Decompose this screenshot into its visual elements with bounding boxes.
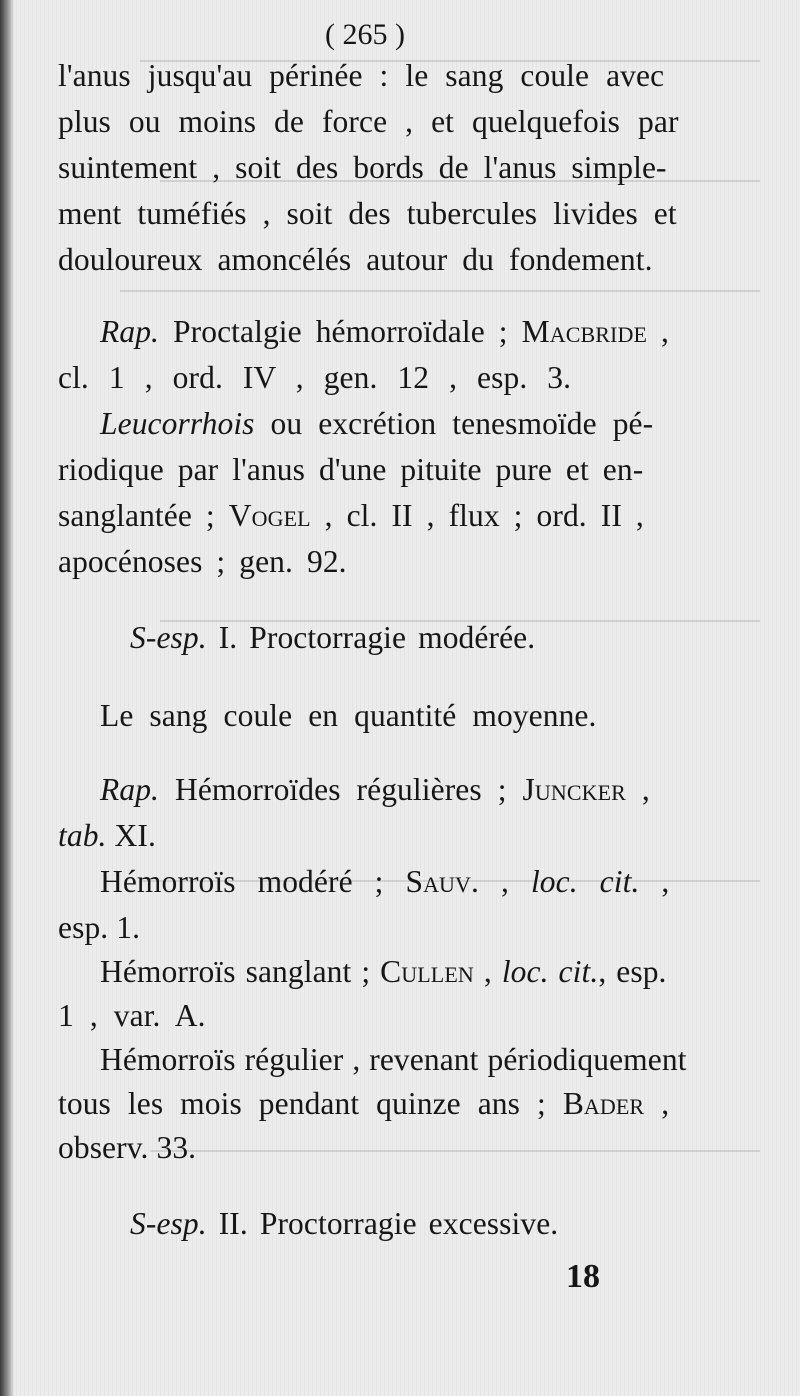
punctuation: , [473,954,502,989]
sesp-label: S-esp. [130,620,207,655]
page-edge-shadow [0,0,14,1396]
rap-hemorroides [100,772,650,808]
text-line-1 [58,58,718,94]
rap-proctalgie-ref: cl. 1 , ord. IV , gen. 12 , esp. 3. [58,360,572,395]
punctuation: , [647,314,669,349]
author-sauv: Sauv. [405,864,480,899]
author-macbride: Macbride [521,314,648,349]
line-text: , esp. [598,954,667,989]
rap-hemorroides-ref [58,818,156,854]
hemorrois-modere-ref: esp. 1. [58,910,141,945]
tab-number: XI. [106,818,156,853]
tab-label: tab. [58,818,107,853]
text-line-2: plus ou moins de force , et quelquefois par [58,104,679,139]
line-text: Hémorroïs sanglant ; [100,954,381,989]
hemorrois-regulier-line-2 [58,1086,669,1122]
hemorrois-sanglant [100,954,667,990]
subspecies-1-heading [130,620,535,656]
sesp-title: I. Proctorragie modérée. [206,620,536,655]
author-vogel: Vogel [228,498,311,533]
punctuation: , [644,1086,670,1121]
leucorrhois-line-2: riodique par l'anus d'une pituite pure et en- [58,452,644,487]
loc-cit: loc. cit. [501,954,599,989]
term-leucorrhois: Leucorrhois [100,406,255,441]
rap-label: Rap. [100,314,160,349]
punctuation: , [625,772,650,807]
text-line-5: douloureux amoncélés autour du fondement. [58,242,653,277]
sesp-label: S-esp. [130,1206,207,1241]
hemorrois-regulier-line-3: observ. 33. [58,1130,197,1165]
line-text: ou excrétion tenesmoïde pé- [254,406,654,441]
line-text: Hémorroïs modéré ; [100,864,406,899]
line-text: , cl. II , flux ; ord. II , [310,498,644,533]
subspecies-2-heading [130,1206,558,1242]
signature-mark: 18 [566,1258,600,1295]
author-cullen: Cullen [380,954,474,989]
leucorrhois-line-1 [100,406,653,442]
author-bader: Bader [562,1086,645,1121]
page-number: ( 265 ) [325,18,405,51]
line-text: l'anus jusqu'au périnée : le sang coule avec [58,58,665,93]
text-line-4: ment tuméfiés , soit des tubercules livides et [58,196,677,231]
author-juncker: Juncker [522,772,626,807]
text-line-3: suintement , soit des bords de l'anus simple- [58,150,667,185]
line-text: sanglantée ; [58,498,229,533]
punctuation: , [639,864,670,899]
hemorrois-regulier-line-1: Hémorroïs régulier , revenant périodiquement [100,1042,687,1077]
leucorrhois-line-4: apocénoses ; gen. 92. [58,544,347,579]
punctuation: , [479,864,531,899]
hemorrois-modere [100,864,669,900]
loc-cit: loc. cit. [530,864,640,899]
leucorrhois-line-3 [58,498,644,534]
sesp-title: II. Proctorragie excessive. [206,1206,559,1241]
rap-proctalgie [100,314,669,350]
rap-text: Hémorroïdes régulières ; [159,772,523,807]
hemorrois-sanglant-ref: 1 , var. A. [58,998,206,1033]
rap-label: Rap. [100,772,160,807]
subspecies-1-desc: Le sang coule en quantité moyenne. [100,698,597,733]
line-text: tous les mois pendant quinze ans ; [58,1086,563,1121]
rap-text: Proctalgie hémorroïdale ; [173,314,522,349]
